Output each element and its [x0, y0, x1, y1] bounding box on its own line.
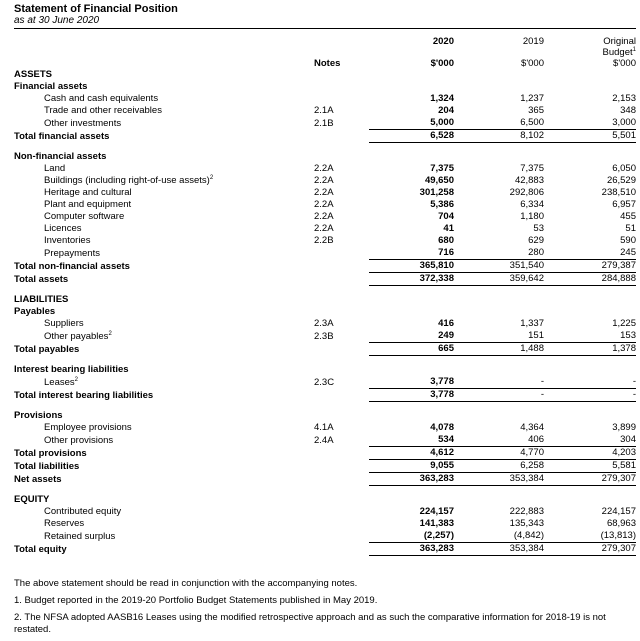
row-label	[14, 389, 314, 402]
value-budget: 238,510	[601, 187, 636, 198]
statement-title: Statement of Financial Position	[14, 3, 178, 15]
table-row	[14, 376, 636, 389]
row-note: 2.2A	[314, 211, 334, 222]
table-row	[14, 105, 636, 117]
row-note: 2.4A	[314, 434, 334, 446]
row-label-text: Retained surplus	[44, 530, 116, 542]
value-budget: 279,307	[544, 543, 636, 556]
row-note	[314, 447, 369, 460]
row-label	[14, 330, 314, 343]
row-note	[314, 530, 369, 543]
table-row	[14, 460, 636, 473]
value-budget: (13,813)	[600, 530, 636, 541]
value-2020: 7,375	[430, 163, 454, 174]
value-2019: 4,770	[454, 447, 544, 460]
value-2020	[369, 364, 454, 376]
value-budget: 4,203	[544, 447, 636, 460]
row-label-text: Total provisions	[14, 447, 87, 459]
row-note	[314, 247, 369, 260]
row-label	[14, 151, 314, 163]
row-note	[314, 151, 369, 163]
value-2019	[454, 294, 544, 306]
value-2019: 353,384	[454, 543, 544, 556]
row-label	[14, 473, 314, 486]
row-label-text: Buildings (including right-of-use assets)	[44, 175, 210, 186]
row-label-sup: 2	[209, 174, 214, 181]
value-2019: 1,180	[520, 211, 544, 222]
header-2019: 2019	[522, 36, 544, 47]
value-2020: 4,078	[430, 422, 454, 433]
value-budget: 3,000	[612, 117, 636, 128]
row-note	[314, 494, 369, 506]
value-2020: 301,258	[419, 187, 454, 198]
footnote: 2. The NFSA adopted AASB16 Leases using the modified retrospective approach and as such the comparative information for 2018-19 is not restated.	[14, 612, 606, 635]
table-row	[14, 434, 636, 447]
value-budget: 26,529	[606, 175, 636, 186]
value-2020: 704	[438, 211, 454, 222]
value-budget: 6,957	[612, 199, 636, 210]
row-label-text: Total equity	[14, 543, 67, 555]
row-note	[314, 130, 369, 143]
row-note: 2.2A	[314, 163, 334, 174]
value-2020: 204	[438, 105, 454, 116]
value-2020: 3,778	[430, 376, 454, 387]
table-row	[14, 223, 636, 235]
row-label	[14, 69, 314, 81]
row-label	[14, 260, 314, 273]
table-row	[14, 117, 636, 130]
value-2019: 280	[528, 247, 544, 258]
financial-position-table	[14, 36, 636, 556]
row-note: 2.3A	[314, 318, 334, 329]
table-row	[14, 543, 636, 556]
row-label-text: Total liabilities	[14, 460, 80, 472]
row-label-text: Trade and other receivables	[44, 105, 162, 116]
table-row	[14, 247, 636, 260]
table-row	[14, 422, 636, 434]
header-notes: Notes	[314, 58, 341, 69]
table-row	[14, 199, 636, 211]
row-label-text: Plant and equipment	[44, 199, 132, 210]
table-row	[14, 93, 636, 105]
row-label	[14, 410, 314, 422]
header-budget-text: Budget	[602, 47, 633, 58]
table-row	[14, 402, 636, 411]
row-label-text: ASSETS	[14, 69, 53, 80]
table-body	[14, 69, 636, 556]
row-label	[14, 306, 314, 318]
value-2019: 8,102	[454, 130, 544, 143]
table-row	[14, 130, 636, 143]
row-note: 2.1B	[314, 117, 334, 129]
value-2019	[454, 306, 544, 318]
value-budget: 590	[620, 235, 636, 246]
value-budget: 5,581	[544, 460, 636, 473]
value-2019: 4,364	[520, 422, 544, 433]
row-label-text: Total assets	[14, 273, 69, 285]
table-row	[14, 273, 636, 286]
value-budget: 5,501	[544, 130, 636, 143]
value-2019: 365	[528, 105, 544, 116]
row-label	[14, 273, 314, 286]
row-label-text: Heritage and cultural	[44, 187, 132, 198]
value-2020: 49,650	[424, 175, 454, 186]
value-2020: 534	[438, 434, 454, 445]
value-budget: 68,963	[606, 518, 636, 529]
row-label-text: Net assets	[14, 473, 62, 485]
row-label-text: Cash and cash equivalents	[44, 93, 159, 104]
value-2020	[369, 81, 454, 93]
value-2020: 665	[369, 343, 454, 356]
row-label-text: Prepayments	[44, 247, 100, 259]
value-budget	[544, 69, 636, 81]
row-label-text: Payables	[14, 306, 56, 317]
table-row	[14, 343, 636, 356]
row-label	[14, 506, 314, 518]
row-note	[314, 518, 369, 530]
value-budget: -	[632, 376, 636, 387]
row-label-text: Suppliers	[44, 318, 84, 329]
value-2019: 6,500	[520, 117, 544, 128]
row-label-text: Licences	[44, 223, 82, 234]
value-2020: 41	[443, 223, 454, 234]
value-2019: 6,258	[454, 460, 544, 473]
row-label-text: Other investments	[44, 117, 122, 129]
value-2019: 135,343	[509, 518, 544, 529]
row-label-text: Employee provisions	[44, 422, 132, 433]
row-label-text: Total non-financial assets	[14, 260, 130, 272]
value-2020: 9,055	[369, 460, 454, 473]
value-2019: 53	[533, 223, 544, 234]
row-label-text: Computer software	[44, 211, 125, 222]
row-label	[14, 343, 314, 356]
table-row	[14, 518, 636, 530]
value-2019: 353,384	[454, 473, 544, 486]
row-label	[14, 175, 314, 187]
value-2019: 1,237	[520, 93, 544, 104]
row-label	[14, 187, 314, 199]
row-label-text: Other payables	[44, 330, 109, 342]
row-note	[314, 389, 369, 402]
row-note	[314, 69, 369, 81]
value-budget: 1,225	[612, 318, 636, 329]
value-2019: (4,842)	[513, 530, 544, 541]
table-row	[14, 447, 636, 460]
row-note	[314, 93, 369, 105]
table-row	[14, 163, 636, 175]
value-2020: 363,283	[369, 473, 454, 486]
value-2019: 629	[528, 235, 544, 246]
value-2019: 42,883	[514, 175, 544, 186]
value-2019: 359,642	[454, 273, 544, 286]
value-2020: 363,283	[369, 543, 454, 556]
value-budget: 284,888	[544, 273, 636, 286]
row-note	[314, 260, 369, 273]
header-original: Original	[603, 36, 636, 47]
row-label	[14, 460, 314, 473]
value-budget: 3,899	[612, 422, 636, 433]
value-2020: 5,386	[430, 199, 454, 210]
row-label-text: Leases	[44, 376, 75, 388]
value-budget	[544, 151, 636, 163]
row-note	[314, 506, 369, 518]
row-label	[14, 364, 314, 376]
row-label-sup: 2	[74, 376, 78, 383]
row-label-text: Financial assets	[14, 81, 88, 92]
row-label	[14, 235, 314, 247]
table-row	[14, 151, 636, 163]
value-budget: 2,153	[612, 93, 636, 104]
value-2020	[369, 410, 454, 422]
table-row	[14, 330, 636, 343]
value-2020	[369, 69, 454, 81]
value-2019: 292,806	[509, 187, 544, 198]
value-2020	[369, 494, 454, 506]
header-unit-2020: $'000	[430, 58, 454, 69]
value-2019	[454, 81, 544, 93]
row-label	[14, 211, 314, 223]
value-2020	[369, 294, 454, 306]
row-label-text: Interest bearing liabilities	[14, 364, 129, 375]
value-budget	[544, 306, 636, 318]
row-note	[314, 294, 369, 306]
row-label-text: Non-financial assets	[14, 151, 107, 162]
row-note	[314, 543, 369, 556]
table-row	[14, 260, 636, 273]
row-note: 4.1A	[314, 422, 334, 433]
row-label-text: EQUITY	[14, 494, 50, 505]
value-2020: 141,383	[419, 518, 454, 529]
row-label	[14, 117, 314, 130]
row-label-text: Reserves	[44, 518, 85, 529]
row-label	[14, 422, 314, 434]
row-label	[14, 130, 314, 143]
value-budget: 153	[620, 330, 636, 341]
value-budget: 245	[620, 247, 636, 258]
row-note	[314, 81, 369, 93]
row-note: 2.1A	[314, 105, 334, 116]
row-label-text: Land	[44, 163, 66, 174]
value-2020: 680	[438, 235, 454, 246]
table-row	[14, 473, 636, 486]
row-label-text: Provisions	[14, 410, 63, 421]
value-2019: 406	[528, 434, 544, 445]
row-note	[314, 473, 369, 486]
row-label-text: Total financial assets	[14, 130, 110, 142]
value-budget	[544, 410, 636, 422]
row-note: 2.3B	[314, 330, 334, 342]
row-note: 2.2A	[314, 199, 334, 210]
row-note: 2.2A	[314, 187, 334, 198]
row-label	[14, 318, 314, 330]
value-2020: 716	[438, 247, 454, 258]
table-row	[14, 286, 636, 295]
value-2019	[454, 151, 544, 163]
value-2019	[454, 69, 544, 81]
table-row	[14, 175, 636, 187]
table-row	[14, 81, 636, 93]
value-2020: 372,338	[369, 273, 454, 286]
value-2019	[454, 410, 544, 422]
row-note	[314, 410, 369, 422]
value-budget: 348	[620, 105, 636, 116]
value-budget: 455	[620, 211, 636, 222]
value-budget	[544, 294, 636, 306]
row-label-text: Total payables	[14, 343, 80, 355]
table-row	[14, 69, 636, 81]
table-row	[14, 410, 636, 422]
table-row	[14, 530, 636, 543]
table-row	[14, 356, 636, 365]
value-2019: 351,540	[454, 260, 544, 273]
footnotes	[14, 578, 636, 641]
value-2019: 151	[528, 330, 544, 341]
value-2020	[369, 306, 454, 318]
row-label	[14, 434, 314, 447]
value-budget: 279,387	[544, 260, 636, 273]
row-label-sup: 2	[108, 330, 112, 337]
value-budget	[544, 81, 636, 93]
value-budget: 224,157	[601, 506, 636, 517]
title-rule	[14, 28, 636, 29]
row-label	[14, 530, 314, 543]
row-label-text: LIABILITIES	[14, 294, 69, 305]
row-label	[14, 93, 314, 105]
row-label-text: Inventories	[44, 235, 91, 246]
row-note	[314, 306, 369, 318]
header-2020: 2020	[432, 36, 454, 47]
value-2019: 1,337	[520, 318, 544, 329]
row-label	[14, 223, 314, 235]
table-row	[14, 235, 636, 247]
value-budget: 304	[620, 434, 636, 445]
value-2020: 6,528	[369, 130, 454, 143]
value-budget: -	[544, 389, 636, 402]
table-row	[14, 143, 636, 152]
value-2020: 249	[438, 330, 454, 341]
table-row	[14, 306, 636, 318]
row-label	[14, 247, 314, 260]
row-label	[14, 199, 314, 211]
value-2019	[454, 364, 544, 376]
row-note: 2.2B	[314, 235, 334, 246]
value-2019: 6,334	[520, 199, 544, 210]
value-2019: -	[540, 376, 544, 387]
row-label	[14, 81, 314, 93]
row-label	[14, 494, 314, 506]
row-note	[314, 364, 369, 376]
table-row	[14, 389, 636, 402]
table-row	[14, 187, 636, 199]
header-budget	[544, 47, 636, 58]
row-label	[14, 518, 314, 530]
row-note: 2.2A	[314, 175, 334, 186]
footnote: 1. Budget reported in the 2019-20 Portfolio Budget Statements published in May 2019.	[14, 595, 378, 606]
value-2019: 7,375	[520, 163, 544, 174]
row-note: 2.3C	[314, 376, 335, 388]
row-label	[14, 376, 314, 389]
value-budget: 279,307	[544, 473, 636, 486]
value-budget	[544, 364, 636, 376]
value-2020: 1,324	[430, 93, 454, 104]
value-2019: 222,883	[509, 506, 544, 517]
table-row	[14, 494, 636, 506]
row-label	[14, 105, 314, 117]
row-note: 2.2A	[314, 223, 334, 234]
table-row	[14, 486, 636, 495]
table-row	[14, 294, 636, 306]
header-unit-2019: $'000	[521, 58, 544, 69]
value-2019: -	[454, 389, 544, 402]
value-2020: 365,810	[369, 260, 454, 273]
table-row	[14, 364, 636, 376]
row-label	[14, 447, 314, 460]
value-budget: 51	[625, 223, 636, 234]
value-2020: 416	[438, 318, 454, 329]
value-budget: 6,050	[612, 163, 636, 174]
row-note	[314, 273, 369, 286]
value-budget: 1,378	[544, 343, 636, 356]
value-2020: 5,000	[430, 117, 454, 128]
table-row	[14, 211, 636, 223]
value-2020: 4,612	[369, 447, 454, 460]
row-note	[314, 343, 369, 356]
value-budget	[544, 494, 636, 506]
footnote: The above statement should be read in conjunction with the accompanying notes.	[14, 578, 358, 589]
row-note	[314, 460, 369, 473]
header-unit-budget: $'000	[613, 58, 636, 69]
value-2020	[369, 151, 454, 163]
value-2020: 224,157	[419, 506, 454, 517]
value-2020: 3,778	[369, 389, 454, 402]
row-label	[14, 163, 314, 175]
statement-date: as at 30 June 2020	[14, 15, 100, 26]
row-label	[14, 543, 314, 556]
row-label	[14, 294, 314, 306]
header-budget-sup: 1	[632, 46, 636, 53]
value-2020: (2,257)	[423, 530, 454, 541]
table-row	[14, 318, 636, 330]
value-2019: 1,488	[454, 343, 544, 356]
value-2019	[454, 494, 544, 506]
row-label-text: Other provisions	[44, 434, 114, 446]
table-row	[14, 506, 636, 518]
row-label-text: Total interest bearing liabilities	[14, 389, 154, 401]
row-label-text: Contributed equity	[44, 506, 122, 517]
